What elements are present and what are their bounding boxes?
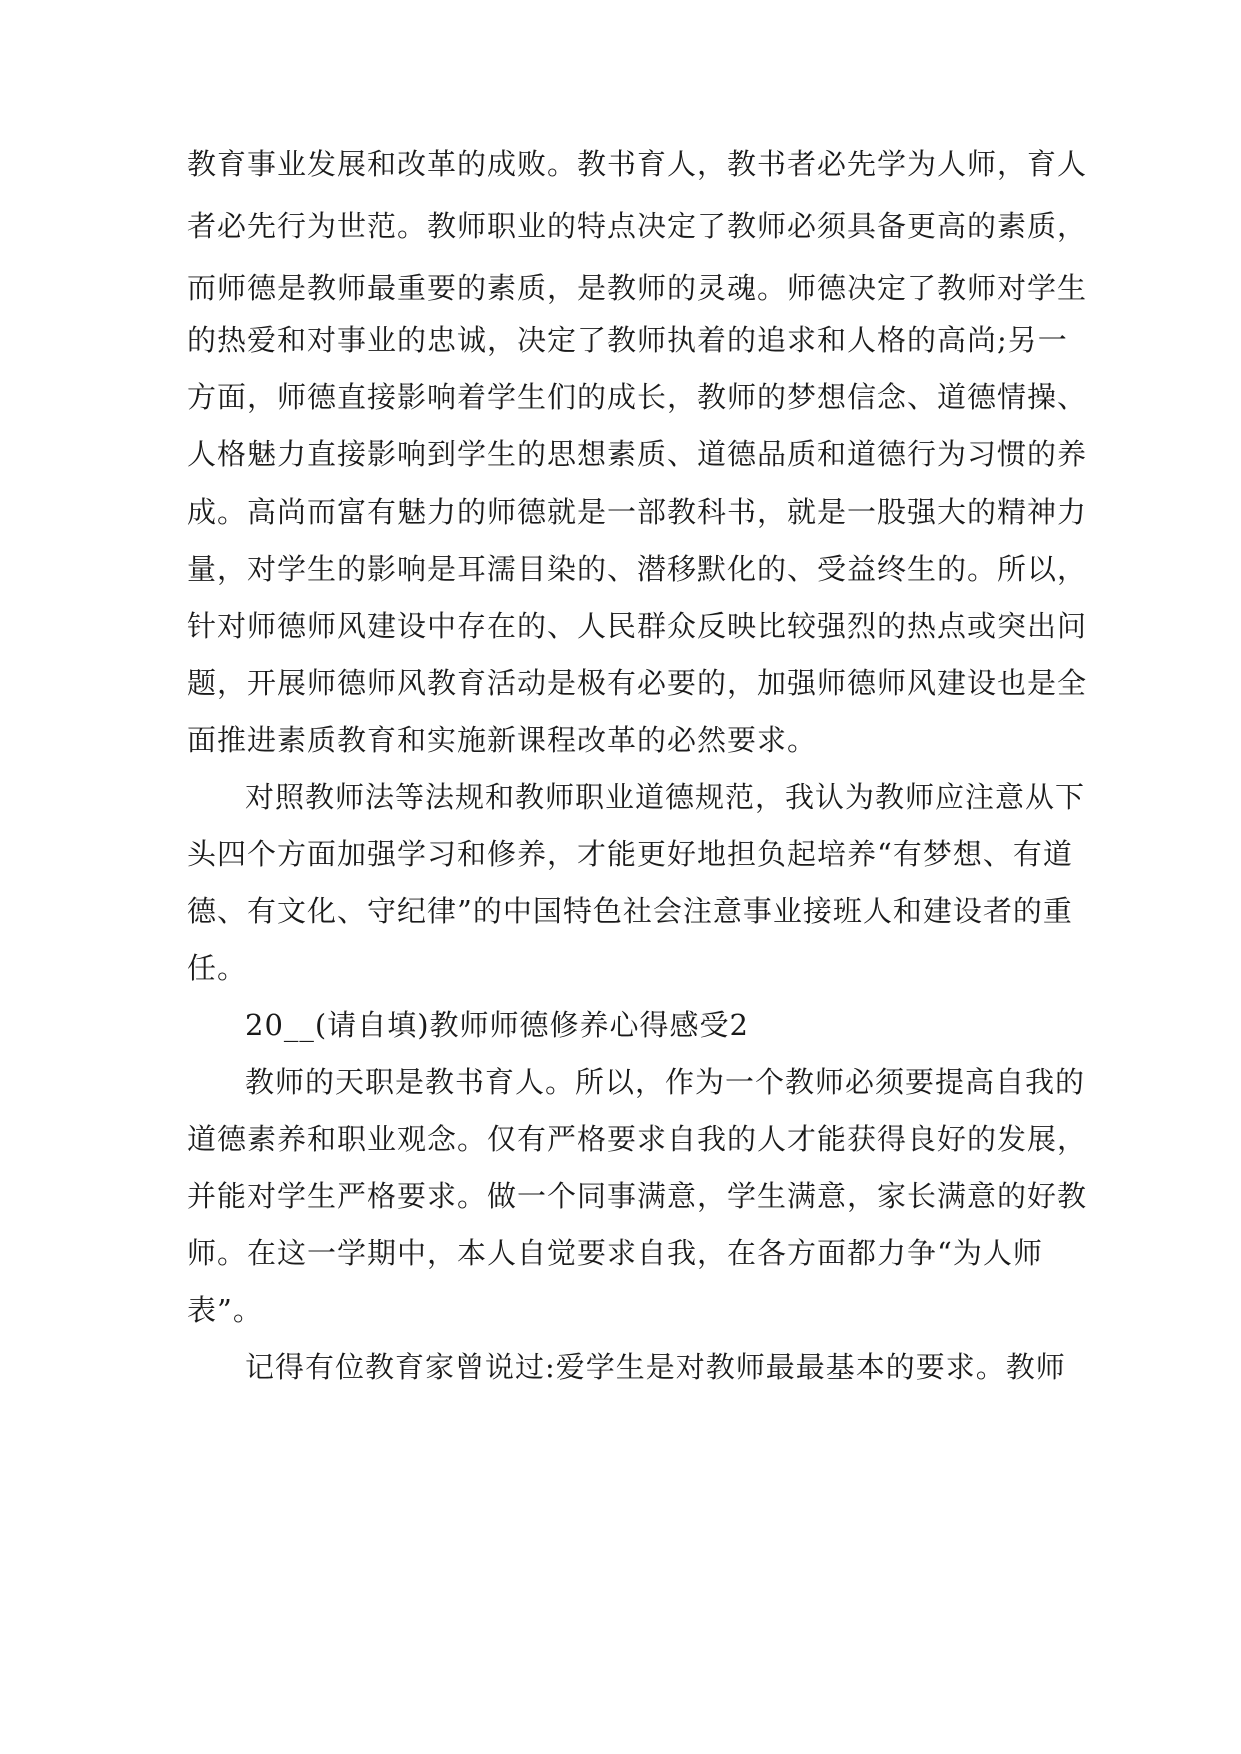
- text-line: 题，开展师德师风教育活动是极有必要的，加强师德师风建设也是全: [187, 666, 1088, 700]
- text-line: 表”。: [187, 1293, 263, 1327]
- paragraph-first-line: 记得有位教育家曾说过:爱学生是对教师最最基本的要求。教师: [245, 1350, 1066, 1384]
- text-line: 成。高尚而富有魅力的师德就是一部教科书，就是一股强大的精神力: [187, 495, 1088, 529]
- paragraph-first-line: 教师的天职是教书育人。所以，作为一个教师必须要提高自我的: [245, 1065, 1086, 1099]
- text-line: 针对师德师风建设中存在的、人民群众反映比较强烈的热点或突出问: [187, 609, 1088, 643]
- text-line: 师。在这一学期中，本人自觉要求自我，在各方面都力争“为人师: [187, 1236, 1043, 1270]
- text-line: 并能对学生严格要求。做一个同事满意，学生满意，家长满意的好教: [187, 1179, 1088, 1213]
- text-line: 面推进素质教育和实施新课程改革的必然要求。: [187, 723, 818, 757]
- text-line: 教育事业发展和改革的成败。教书育人，教书者必先学为人师，育人: [187, 147, 1088, 181]
- paragraph-first-line: 对照教师法等法规和教师职业道德规范，我认为教师应注意从下: [245, 780, 1086, 814]
- text-line: 人格魅力直接影响到学生的思想素质、道德品质和道德行为习惯的养: [187, 437, 1088, 471]
- text-line: 任。: [187, 951, 248, 985]
- text-line: 者必先行为世范。教师职业的特点决定了教师必须具备更高的素质，: [187, 209, 1088, 243]
- text-line: 德、有文化、守纪律”的中国特色社会注意事业接班人和建设者的重: [187, 894, 1073, 928]
- text-line: 方面，师德直接影响着学生们的成长，教师的梦想信念、道德情操、: [187, 380, 1088, 414]
- text-line: 道德素养和职业观念。仅有严格要求自我的人才能获得良好的发展，: [187, 1122, 1088, 1156]
- text-line: 头四个方面加强学习和修养，才能更好地担负起培养“有梦想、有道: [187, 837, 1073, 871]
- text-line: 而师德是教师最重要的素质，是教师的灵魂。师德决定了教师对学生: [187, 271, 1088, 305]
- text-line: 量，对学生的影响是耳濡目染的、潜移默化的、受益终生的。所以，: [187, 552, 1088, 586]
- text-line: 的热爱和对事业的忠诚，决定了教师执着的追求和人格的高尚;另一: [187, 323, 1068, 357]
- section-heading: 20__(请自填)教师师德修养心得感受2: [245, 1008, 749, 1042]
